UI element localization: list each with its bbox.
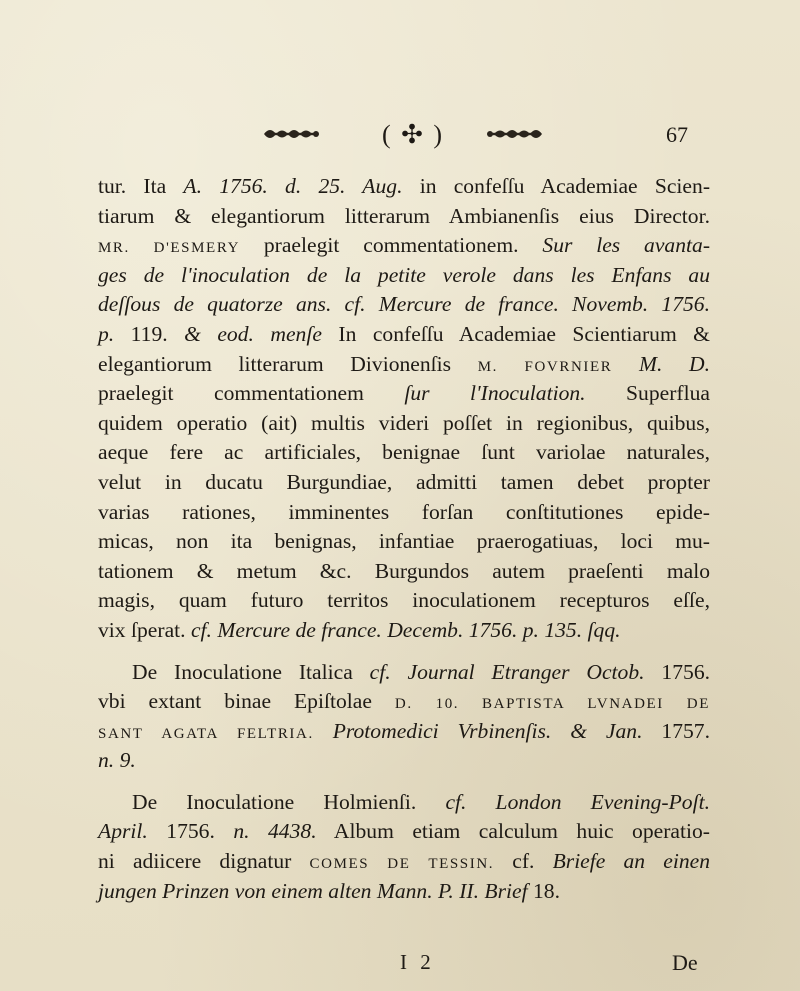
text-segment: De Inoculatione Italica — [132, 659, 370, 684]
text-segment: ni adiicere dignatur — [98, 849, 310, 874]
text-line — [98, 586, 710, 616]
citation-segment: cf. Journal Etranger Octob. — [369, 659, 645, 684]
text-segment — [314, 719, 333, 743]
author-name: D. 10. BAPTISTA LVNADEI DE — [394, 696, 710, 713]
author-name: M. FOVRNIER — [477, 358, 613, 375]
text-segment: In confeſſu Academiae Scientiarum & — [321, 321, 710, 346]
author-name: COMES DE TESSIN. — [309, 856, 495, 873]
paragraph-gap — [98, 646, 710, 658]
text-segment — [612, 352, 639, 376]
citation-segment: n. 9. — [98, 748, 136, 773]
title-segment: M. D. — [639, 351, 710, 376]
text-line — [98, 847, 710, 877]
citation-segment: n. 4438. — [233, 819, 317, 844]
text-line — [98, 409, 710, 439]
text-line — [98, 498, 710, 528]
text-line — [98, 658, 710, 688]
body-text — [98, 172, 710, 906]
title-segment: jungen Prinzen von einem alten Mann. P. II. Brief — [98, 878, 528, 903]
title-segment: ges de l'inoculation de la petite verole dans les Enfans au — [98, 262, 710, 287]
author-name: SANT AGATA FELTRIA. — [98, 725, 314, 742]
text-line — [98, 468, 710, 498]
text-line — [98, 231, 710, 261]
text-line — [98, 261, 710, 291]
text-segment: elegantiorum litterarum Divionenſis — [98, 351, 478, 376]
text-segment: 18. — [527, 878, 560, 903]
citation-segment: cf. Mercure de france. Decemb. 1756. p. 135. ſqq. — [190, 617, 621, 642]
text-line — [98, 172, 710, 202]
text-line — [98, 290, 710, 320]
text-segment: vix ſperat. — [98, 617, 191, 642]
text-segment: tationem & metum &c. Burgundos autem praeſenti malo — [98, 558, 710, 583]
text-line — [98, 202, 710, 232]
text-segment: vbi extant binae Epiſtolae — [98, 689, 395, 714]
text-line — [98, 817, 710, 847]
text-line — [98, 788, 710, 818]
page-number: 67 — [666, 122, 688, 147]
author-name: MR. D'ESMERY — [98, 240, 241, 257]
citation-segment: & eod. menſe — [184, 321, 322, 346]
text-segment: tur. Ita — [98, 174, 184, 198]
text-line — [98, 616, 710, 646]
text-segment: varias rationes, imminentes forſan conſtitutiones epide- — [98, 499, 710, 524]
signature-mark: I 2 — [400, 950, 435, 974]
text-line — [98, 438, 710, 468]
catchword: De — [672, 950, 698, 975]
text-line — [98, 687, 710, 717]
text-line — [98, 379, 710, 409]
text-segment: De Inoculatione Holmienſi. — [132, 789, 446, 814]
citation-segment: p. — [98, 321, 115, 346]
citation-segment: deſſous de quatorze ans. cf. Mercure de france. Novemb. 1756. — [98, 292, 710, 317]
text-segment: praelegit commentationem — [98, 381, 405, 406]
text-segment: in confeſſu Academiae Scien- — [402, 174, 711, 198]
text-segment: Superflua — [585, 381, 710, 406]
text-segment: 1756. — [644, 659, 711, 684]
text-line — [98, 320, 710, 350]
text-line — [98, 557, 710, 587]
text-segment: 1757. — [642, 718, 711, 743]
text-line — [98, 717, 710, 747]
text-segment: 119. — [114, 321, 185, 346]
text-segment: tiarum & elegantiorum litterarum Ambianenſis eius Director. — [98, 203, 710, 228]
text-segment: cf. — [494, 849, 553, 874]
text-line — [98, 746, 710, 776]
left-ornament-icon — [262, 124, 320, 144]
paragraph-gap — [98, 776, 710, 788]
text-segment: Album etiam calculum huic operatio- — [316, 819, 710, 844]
page-header — [0, 118, 800, 158]
date-reference: A. 1756. d. 25. Aug. — [183, 174, 403, 198]
center-ornament: ( ✣ ) — [381, 120, 445, 149]
text-segment: quidem operatio (ait) multis videri poſſet in regionibus, quibus, — [98, 410, 710, 435]
text-segment: velut in ducatu Burgundiae, admitti tamen debet propter — [98, 469, 710, 494]
text-segment: 1756. — [147, 819, 234, 844]
text-line — [98, 527, 710, 557]
text-segment: aeque fere ac artificiales, benignae ſunt variolae naturales, — [98, 440, 710, 465]
title-segment: Briefe an einen — [552, 849, 711, 874]
title-segment: Sur les avanta- — [542, 233, 711, 258]
text-line — [98, 350, 710, 380]
page-footer — [0, 950, 800, 984]
text-line — [98, 877, 710, 907]
text-segment: magis, quam futuro territos inoculationem recepturos eſſe, — [98, 588, 710, 613]
title-segment: Protomedici Vrbinenſis. & Jan. — [332, 718, 643, 743]
text-segment: micas, non ita benignas, infantiae praerogatiuas, loci mu- — [98, 529, 710, 554]
citation-segment: April. — [98, 819, 148, 844]
text-segment: praelegit commentationem. — [240, 233, 543, 258]
citation-segment: cf. London Evening-Poſt. — [445, 789, 711, 814]
title-segment: ſur l'Inoculation. — [404, 381, 586, 406]
right-ornament-icon — [486, 124, 544, 144]
